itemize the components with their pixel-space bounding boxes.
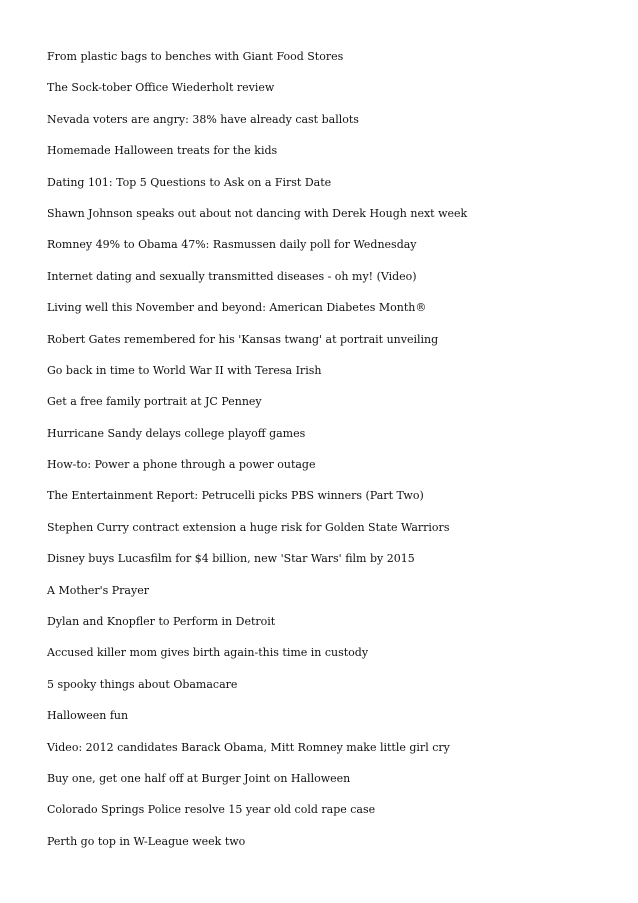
headline-item: Colorado Springs Police resolve 15 year old cold rape case (47, 803, 376, 817)
headline-item: Shawn Johnson speaks out about not dancing with Derek Hough next week (47, 206, 468, 220)
headline-item: Living well this November and beyond: American Diabetes Month® (47, 301, 427, 315)
headline-item: Video: 2012 candidates Barack Obama, Mitt Romney make little girl cry (47, 740, 450, 754)
headline-item: Dylan and Knopfler to Perform in Detroit (47, 615, 276, 629)
headline-item: Accused killer mom gives birth again-this time in custody (47, 646, 369, 660)
headline-item: Buy one, get one half off at Burger Joint on Halloween (47, 771, 351, 785)
headline-item: Nevada voters are angry: 38% have already cast ballots (47, 112, 359, 126)
headline-item: The Sock-tober Office Wiederholt review (47, 81, 275, 95)
headline-item: A Mother's Prayer (47, 583, 149, 597)
headline-item: Stephen Curry contract extension a huge risk for Golden State Warriors (47, 520, 450, 534)
headline-item: 5 spooky things about Obamacare (47, 677, 238, 691)
headline-item: From plastic bags to benches with Giant Food Stores (47, 50, 344, 63)
headline-item: Perth go top in W-League week two (47, 834, 246, 848)
headline-item: Dating 101: Top 5 Questions to Ask on a First Date (47, 175, 332, 189)
headline-item: Robert Gates remembered for his 'Kansas twang' at portrait unveiling (47, 332, 439, 346)
headline-item: Go back in time to World War II with Teresa Irish (47, 363, 322, 377)
headline-item: Hurricane Sandy delays college playoff games (47, 426, 306, 440)
headline-item: How-to: Power a phone through a power outage (47, 458, 316, 472)
headline-item: Homemade Halloween treats for the kids (47, 144, 278, 158)
headline-list (47, 49, 607, 865)
headline-item: Halloween fun (47, 709, 129, 723)
headline-item: Get a free family portrait at JC Penney (47, 395, 262, 409)
headline-item: Internet dating and sexually transmitted diseases - oh my! (Video) (47, 269, 417, 283)
headline-item: Disney buys Lucasfilm for $4 billion, new 'Star Wars' film by 2015 (47, 552, 415, 566)
headline-item: Romney 49% to Obama 47%: Rasmussen daily poll for Wednesday (47, 238, 417, 252)
headline-item: The Entertainment Report: Petrucelli picks PBS winners (Part Two) (47, 489, 424, 503)
